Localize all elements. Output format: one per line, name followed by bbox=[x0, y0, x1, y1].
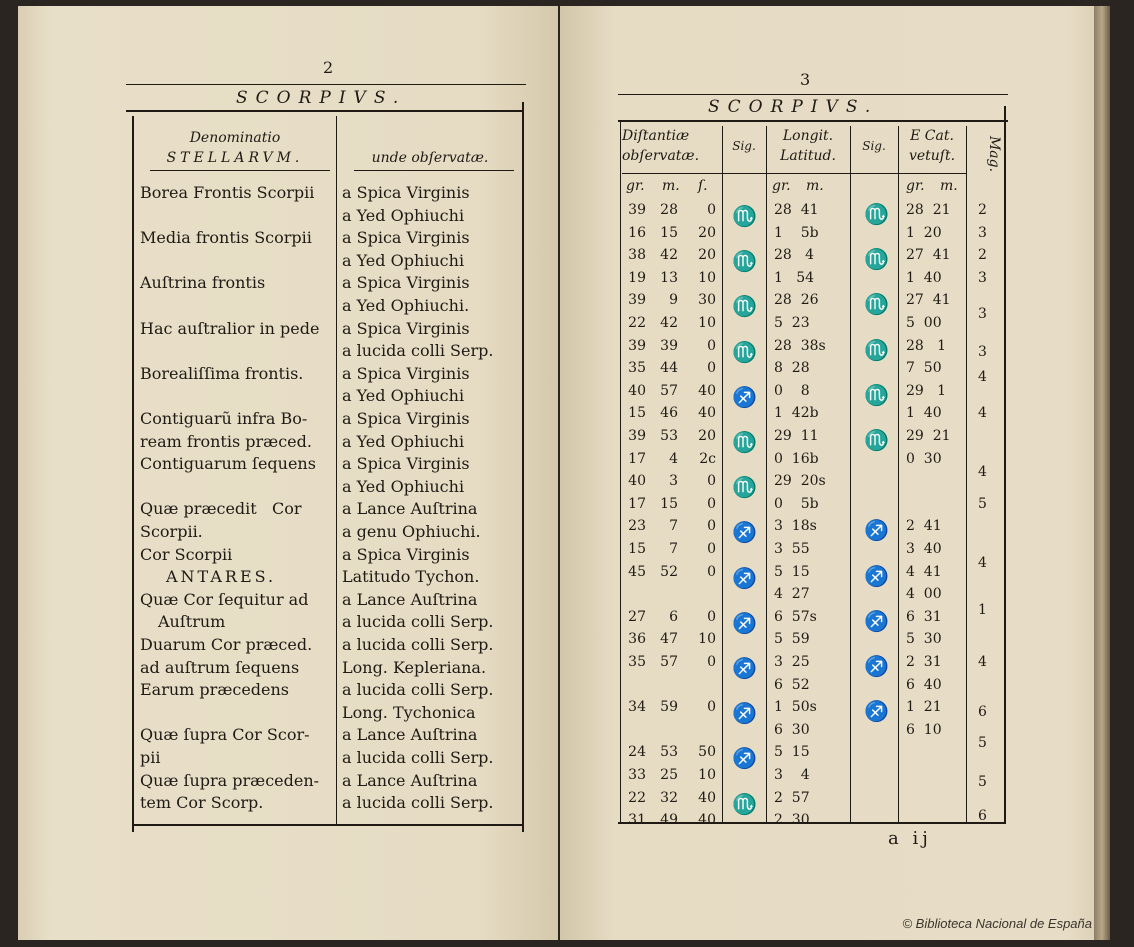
star-name: Borea Frontis Scorpii bbox=[140, 183, 315, 202]
zodiac-sign-catalog: ♏ bbox=[864, 337, 889, 362]
zodiac-sign-catalog: ♐ bbox=[864, 608, 889, 633]
star-name: ANTARES. bbox=[166, 567, 277, 587]
observed-from: Long. Tychonica bbox=[342, 702, 476, 722]
dist-minutes: 28 bbox=[660, 202, 678, 218]
catalog-value: 1 40 bbox=[906, 405, 942, 422]
star-name: Cor Scorpii bbox=[140, 544, 233, 564]
dist-seconds: 0 bbox=[707, 608, 716, 625]
zodiac-sign-catalog: ♐ bbox=[864, 563, 889, 588]
star-name: ad auſtrum ſequens bbox=[140, 657, 300, 677]
magnitude-value: 3 bbox=[978, 305, 987, 322]
dist-degrees: 22 bbox=[628, 789, 646, 806]
dist-degrees: 15 bbox=[628, 405, 646, 422]
dist-minutes: 49 bbox=[660, 812, 678, 829]
dist-minutes: 44 bbox=[660, 360, 678, 377]
dist-seconds: 40 bbox=[698, 812, 716, 829]
dist-seconds: 40 bbox=[698, 382, 716, 399]
magnitude-value: 6 bbox=[978, 807, 987, 824]
star-name: Duarum Cor præced. bbox=[140, 635, 313, 654]
zodiac-sign: ♐ bbox=[732, 520, 757, 545]
dist-degrees: 36 bbox=[628, 631, 646, 648]
observed-from: a Lance Auſtrina bbox=[342, 725, 478, 745]
zodiac-sign: ♏ bbox=[732, 430, 757, 454]
star-name: Contiguarũ infra Bo- bbox=[140, 409, 308, 428]
longitude-latitude: 5 15 bbox=[774, 744, 810, 761]
dist-degrees: 27 bbox=[628, 608, 646, 625]
zodiac-sign-catalog: ♐ bbox=[864, 518, 889, 543]
catalog-value: 27 41 bbox=[906, 292, 951, 309]
star-name: ream frontis præced. bbox=[140, 431, 312, 451]
catalog-value: 2 41 bbox=[906, 518, 942, 535]
dist-seconds: 2c bbox=[699, 450, 716, 467]
dist-minutes: 32 bbox=[660, 789, 678, 806]
zodiac-sign-catalog: ♏ bbox=[864, 202, 889, 226]
zodiac-sign: ♏ bbox=[732, 339, 757, 364]
header-sig-2: Sig. bbox=[862, 139, 886, 153]
open-book bbox=[8, 6, 1126, 940]
catalog-value: 6 31 bbox=[906, 608, 942, 625]
dist-minutes: 4 bbox=[669, 450, 678, 467]
magnitude-value: 4 bbox=[978, 405, 987, 422]
longitude-latitude: 0 8 bbox=[774, 382, 810, 399]
dist-minutes: 47 bbox=[660, 631, 678, 648]
dist-minutes: 9 bbox=[669, 292, 678, 309]
left-page bbox=[18, 6, 558, 940]
coordinates-table bbox=[560, 6, 1030, 836]
longitude-latitude: 6 30 bbox=[774, 721, 810, 738]
header-e-cat: E Cat. bbox=[910, 128, 954, 144]
dist-seconds: 0 bbox=[707, 360, 716, 377]
right-page-title: SCORPIVS. bbox=[708, 97, 879, 117]
zodiac-sign: ♐ bbox=[732, 746, 757, 771]
observed-from: a Spica Virginis bbox=[342, 363, 470, 383]
dist-seconds: 0 bbox=[707, 541, 716, 557]
dist-minutes: 42 bbox=[660, 247, 678, 264]
longitude-latitude: 0 5b bbox=[774, 495, 819, 512]
dist-minutes: 13 bbox=[660, 269, 678, 286]
dist-seconds: 20 bbox=[698, 247, 716, 264]
signature-mark: a ij bbox=[888, 828, 932, 849]
catalog-value: 28 21 bbox=[906, 202, 951, 218]
observed-from: a Yed Ophiuchi bbox=[342, 476, 465, 496]
star-name: Quæ ſupra præceden- bbox=[140, 770, 320, 790]
page-number-left: 2 bbox=[323, 58, 334, 77]
catalog-value: 4 41 bbox=[906, 563, 942, 580]
dist-minutes: 53 bbox=[660, 744, 678, 761]
zodiac-sign: ♐ bbox=[732, 701, 757, 726]
header-vetust: vetuſt. bbox=[908, 148, 956, 164]
longitude-latitude: 28 38s bbox=[774, 337, 826, 354]
observed-from: a Yed Ophiuchi bbox=[342, 386, 465, 406]
observed-from: a lucida colli Serp. bbox=[342, 612, 494, 632]
header-longit: Longit. bbox=[782, 128, 834, 144]
star-name: Borealiſſima frontis. bbox=[140, 363, 304, 383]
star-name: Contiguarum ſequens bbox=[140, 454, 316, 474]
dist-seconds: 0 bbox=[707, 337, 716, 354]
dist-degrees: 35 bbox=[628, 654, 646, 670]
right-page bbox=[560, 6, 1110, 940]
dist-degrees: 38 bbox=[628, 247, 646, 264]
longitude-latitude: 29 11 bbox=[774, 428, 819, 444]
star-name: Media frontis Scorpii bbox=[140, 228, 312, 248]
dist-minutes: 53 bbox=[660, 428, 678, 444]
catalog-value: 4 00 bbox=[906, 586, 942, 603]
sub-m-1: m. bbox=[662, 178, 680, 194]
catalog-value: 6 10 bbox=[906, 721, 942, 738]
observed-from: a Lance Auſtrina bbox=[342, 770, 478, 790]
zodiac-sign: ♏ bbox=[732, 791, 757, 816]
magnitude-value: 5 bbox=[978, 735, 987, 752]
star-name: Quæ ſupra Cor Scor- bbox=[140, 725, 310, 745]
longitude-latitude: 28 41 bbox=[774, 202, 819, 218]
dist-minutes: 25 bbox=[660, 767, 678, 783]
observed-from: a Spica Virginis bbox=[342, 228, 470, 248]
dist-minutes: 6 bbox=[669, 608, 678, 625]
zodiac-sign: ♏ bbox=[732, 249, 757, 274]
observed-from: a Yed Ophiuchi. bbox=[342, 296, 470, 315]
longitude-latitude: 4 27 bbox=[774, 586, 810, 603]
longitude-latitude: 1 5b bbox=[774, 224, 819, 241]
dist-minutes: 42 bbox=[660, 315, 678, 331]
observed-from: a Spica Virginis bbox=[342, 409, 470, 428]
dist-degrees: 39 bbox=[628, 428, 646, 444]
sub-gr-2: gr. bbox=[772, 178, 791, 194]
catalog-value: 27 41 bbox=[906, 247, 951, 264]
zodiac-sign: ♏ bbox=[732, 294, 757, 319]
dist-seconds: 10 bbox=[698, 269, 716, 286]
longitude-latitude: 1 42b bbox=[774, 405, 819, 422]
observed-from: a lucida colli Serp. bbox=[342, 748, 494, 767]
magnitude-value: 1 bbox=[978, 602, 987, 619]
dist-seconds: 10 bbox=[698, 767, 716, 783]
observed-from: a Lance Auſtrina bbox=[342, 589, 478, 609]
header-stellarum: STELLARVM. bbox=[166, 150, 304, 166]
dist-seconds: 30 bbox=[698, 292, 716, 309]
longitude-latitude: 5 23 bbox=[774, 315, 810, 331]
zodiac-sign: ♏ bbox=[732, 204, 757, 228]
zodiac-sign: ♐ bbox=[732, 384, 757, 409]
dist-seconds: 0 bbox=[707, 495, 716, 512]
longitude-latitude: 8 28 bbox=[774, 360, 810, 377]
dist-seconds: 40 bbox=[698, 405, 716, 422]
longitude-latitude: 3 18s bbox=[774, 518, 817, 535]
zodiac-sign-catalog: ♏ bbox=[864, 428, 889, 452]
magnitude-value: 4 bbox=[978, 654, 987, 670]
star-name: Scorpii. bbox=[140, 522, 203, 541]
star-names-column bbox=[140, 182, 336, 832]
dist-seconds: 0 bbox=[707, 202, 716, 218]
dist-degrees: 35 bbox=[628, 360, 646, 377]
magnitude-value: 5 bbox=[978, 495, 987, 512]
header-latitud: Latitud. bbox=[780, 148, 836, 164]
magnitude-value: 5 bbox=[978, 773, 987, 790]
longitude-latitude: 6 52 bbox=[774, 676, 810, 693]
header-distantia: Diſtantiæ bbox=[622, 128, 690, 144]
dist-degrees: 22 bbox=[628, 315, 646, 331]
longitude-latitude: 5 15 bbox=[774, 563, 810, 580]
dist-minutes: 7 bbox=[669, 541, 678, 557]
dist-degrees: 17 bbox=[628, 450, 646, 467]
dist-minutes: 57 bbox=[660, 654, 678, 670]
catalog-value: 0 30 bbox=[906, 450, 942, 467]
star-name: Earum præcedens bbox=[140, 680, 290, 700]
longitude-latitude: 1 50s bbox=[774, 699, 817, 716]
star-name: Quæ præcedit Cor bbox=[140, 499, 302, 519]
zodiac-sign-catalog: ♐ bbox=[864, 654, 889, 678]
observed-from: a Spica Virginis bbox=[342, 544, 470, 564]
dist-degrees: 40 bbox=[628, 382, 646, 399]
dist-seconds: 0 bbox=[707, 699, 716, 716]
observed-from: Long. Kepleriana. bbox=[342, 657, 487, 677]
dist-minutes: 15 bbox=[660, 495, 678, 512]
observed-from: a Spica Virginis bbox=[342, 273, 470, 293]
star-name: tem Cor Scorp. bbox=[140, 793, 264, 813]
dist-degrees: 39 bbox=[628, 292, 646, 309]
dist-degrees: 45 bbox=[628, 563, 646, 580]
longitude-latitude: 3 4 bbox=[774, 767, 810, 783]
star-name: Auſtrum bbox=[158, 612, 226, 632]
dist-minutes: 3 bbox=[669, 473, 678, 490]
page-number-right: 3 bbox=[800, 70, 811, 89]
catalog-value: 3 40 bbox=[906, 541, 942, 557]
dist-minutes: 46 bbox=[660, 405, 678, 422]
zodiac-sign-catalog: ♏ bbox=[864, 247, 889, 272]
observed-from: a Yed Ophiuchi bbox=[342, 205, 465, 225]
dist-degrees: 15 bbox=[628, 541, 646, 557]
dist-minutes: 15 bbox=[660, 224, 678, 241]
zodiac-sign: ♐ bbox=[732, 565, 757, 590]
longitude-latitude: 2 57 bbox=[774, 789, 810, 806]
longitude-latitude: 28 4 bbox=[774, 247, 815, 264]
observed-from: a Yed Ophiuchi bbox=[342, 250, 465, 270]
longitude-latitude: 0 16b bbox=[774, 450, 819, 467]
longitude-latitude: 5 59 bbox=[774, 631, 810, 648]
magnitude-value: 6 bbox=[978, 703, 987, 720]
magnitude-value: 3 bbox=[978, 224, 987, 241]
dist-degrees: 16 bbox=[628, 224, 646, 241]
zodiac-sign: ♏ bbox=[732, 475, 757, 500]
observed-from: Latitudo Tychon. bbox=[342, 567, 480, 587]
magnitude-value: 4 bbox=[978, 464, 987, 481]
dist-degrees: 39 bbox=[628, 202, 646, 218]
dist-degrees: 17 bbox=[628, 495, 646, 512]
header-denominatio: Denominatio bbox=[189, 130, 281, 146]
observed-from: a lucida colli Serp. bbox=[342, 680, 494, 700]
dist-degrees: 40 bbox=[628, 473, 646, 490]
dist-degrees: 19 bbox=[628, 269, 646, 286]
dist-seconds: 10 bbox=[698, 631, 716, 648]
dist-seconds: 0 bbox=[707, 563, 716, 580]
observed-from: a Lance Auſtrina bbox=[342, 499, 478, 519]
longitude-latitude: 3 25 bbox=[774, 654, 810, 670]
observed-from: a lucida colli Serp. bbox=[342, 793, 494, 813]
star-name: Auſtrina frontis bbox=[140, 273, 266, 293]
catalog-value: 5 00 bbox=[906, 315, 942, 331]
zodiac-sign: ♐ bbox=[732, 656, 757, 680]
dist-minutes: 59 bbox=[660, 699, 678, 716]
dist-minutes: 57 bbox=[660, 382, 678, 399]
left-page-title: SCORPIVS. bbox=[236, 88, 407, 108]
dist-seconds: 40 bbox=[698, 789, 716, 806]
catalog-value: 7 50 bbox=[906, 360, 942, 377]
observed-from-column bbox=[342, 182, 520, 832]
zodiac-sign-catalog: ♐ bbox=[864, 699, 889, 724]
dist-minutes: 52 bbox=[660, 563, 678, 580]
star-name: Hac auſtralior in pede bbox=[140, 318, 320, 338]
longitude-latitude: 6 57s bbox=[774, 608, 817, 625]
observed-from: a lucida colli Serp. bbox=[342, 341, 494, 361]
dist-degrees: 34 bbox=[628, 699, 646, 716]
catalog-value: 2 31 bbox=[906, 654, 942, 670]
dist-degrees: 23 bbox=[628, 518, 646, 535]
book-edge bbox=[1094, 6, 1110, 940]
header-sig-1: Sig. bbox=[732, 139, 756, 153]
dist-seconds: 0 bbox=[707, 473, 716, 490]
magnitude-value: 2 bbox=[978, 247, 987, 264]
dist-seconds: 50 bbox=[698, 744, 716, 761]
zodiac-sign: ♐ bbox=[732, 610, 757, 635]
dist-seconds: 20 bbox=[698, 428, 716, 444]
catalog-value: 1 20 bbox=[906, 224, 942, 241]
dist-seconds: 10 bbox=[698, 315, 716, 331]
dist-degrees: 24 bbox=[628, 744, 646, 761]
magnitude-value: 3 bbox=[978, 344, 987, 361]
header-magnitude: Mag. bbox=[986, 135, 1002, 173]
observed-from: a lucida colli Serp. bbox=[342, 635, 494, 654]
catalog-value: 29 21 bbox=[906, 428, 951, 444]
catalog-value: 1 21 bbox=[906, 699, 942, 716]
observed-from: a Spica Virginis bbox=[342, 318, 470, 338]
dist-degrees: 33 bbox=[628, 767, 646, 783]
dist-minutes: 7 bbox=[669, 518, 678, 535]
sub-m-2: m. bbox=[806, 178, 824, 194]
catalog-value: 6 40 bbox=[906, 676, 942, 693]
observed-from: a Yed Ophiuchi bbox=[342, 431, 465, 451]
header-unde-observatae: unde obſervatæ. bbox=[371, 150, 489, 166]
sub-gr-1: gr. bbox=[626, 178, 645, 194]
longitude-latitude: 3 55 bbox=[774, 541, 810, 557]
catalog-value: 29 1 bbox=[906, 382, 947, 399]
dist-degrees: 31 bbox=[628, 812, 646, 829]
observed-from: a genu Ophiuchi. bbox=[342, 522, 481, 541]
longitude-latitude: 28 26 bbox=[774, 292, 819, 309]
catalog-value: 5 30 bbox=[906, 631, 942, 648]
catalog-value: 1 40 bbox=[906, 269, 942, 286]
zodiac-sign-catalog: ♏ bbox=[864, 382, 889, 407]
magnitude-value: 2 bbox=[978, 202, 987, 218]
magnitude-value: 3 bbox=[978, 269, 987, 286]
dist-minutes: 39 bbox=[660, 337, 678, 354]
longitude-latitude: 2 30 bbox=[774, 812, 810, 829]
magnitude-value: 4 bbox=[978, 369, 987, 386]
longitude-latitude: 1 54 bbox=[774, 269, 815, 286]
dist-seconds: 0 bbox=[707, 654, 716, 670]
header-observatae: obſervatæ. bbox=[622, 148, 700, 164]
sub-gr-3: gr. bbox=[906, 178, 925, 194]
copyright-notice: © Biblioteca Nacional de España bbox=[902, 916, 1092, 931]
dist-seconds: 0 bbox=[707, 518, 716, 535]
zodiac-sign-catalog: ♏ bbox=[864, 292, 889, 317]
dist-degrees: 39 bbox=[628, 337, 646, 354]
dist-seconds: 20 bbox=[698, 224, 716, 241]
sub-m-3: m. bbox=[940, 178, 958, 194]
observed-from: a Spica Virginis bbox=[342, 183, 470, 202]
magnitude-value: 4 bbox=[978, 554, 987, 571]
star-name: pii bbox=[140, 748, 161, 767]
longitude-latitude: 29 20s bbox=[774, 473, 826, 490]
observed-from: a Spica Virginis bbox=[342, 454, 470, 474]
catalog-value: 28 1 bbox=[906, 337, 947, 354]
star-name: Quæ Cor ſequitur ad bbox=[140, 589, 309, 609]
sub-s-1: ſ. bbox=[698, 178, 708, 194]
